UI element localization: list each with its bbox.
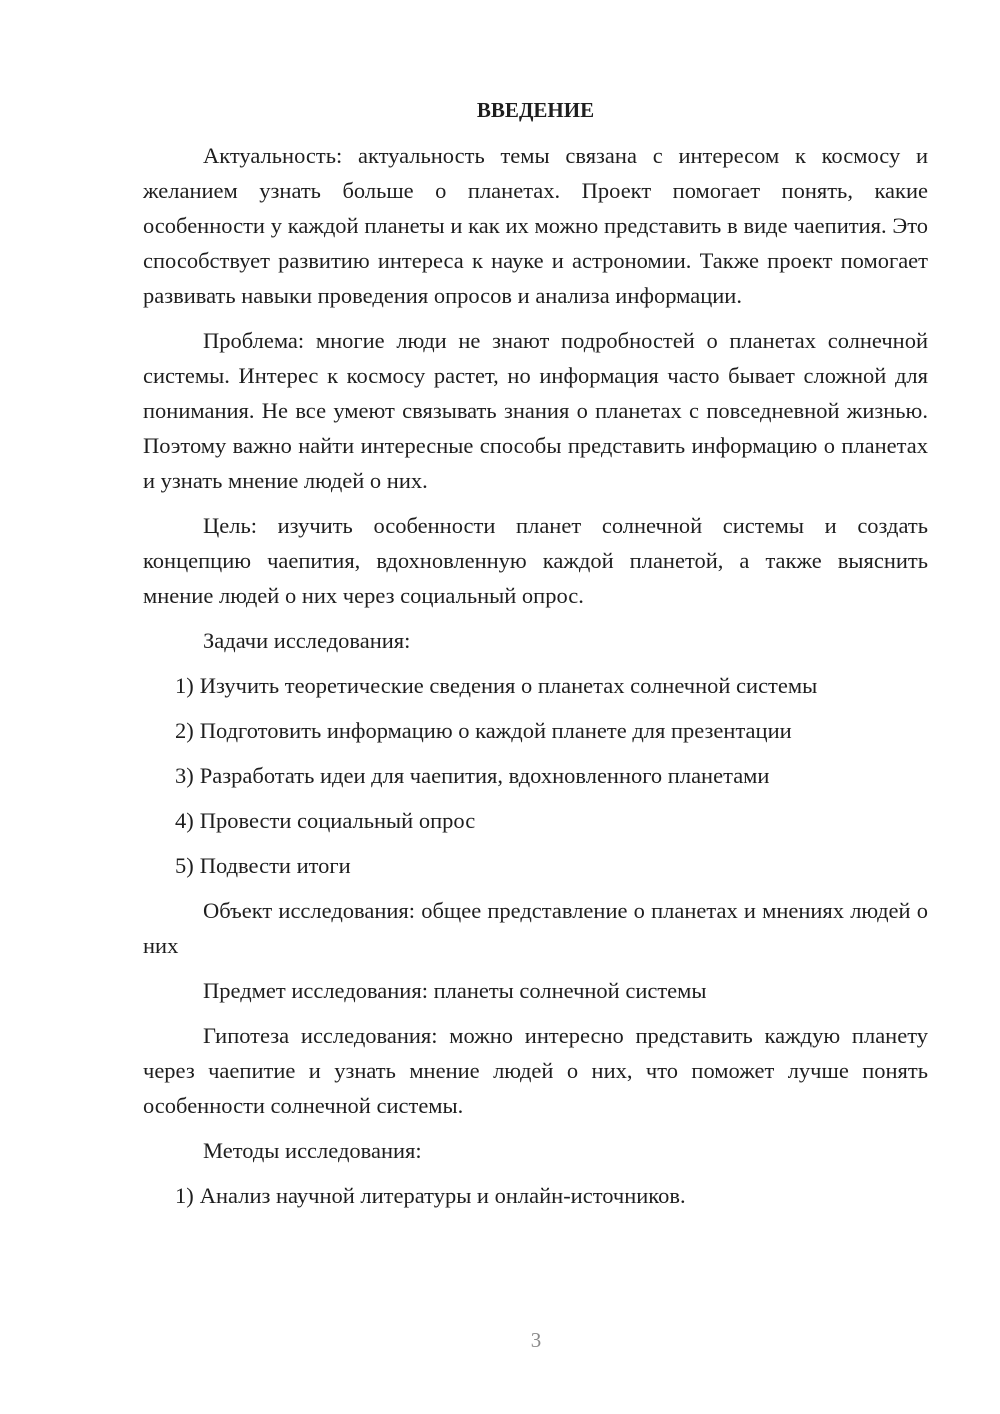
object-paragraph: Объект исследования: общее представление о планетах и мнениях людей о них	[143, 898, 928, 958]
list-item	[175, 713, 928, 748]
list-item-text: Подготовить информацию о каждой планете для презентации	[199, 718, 792, 743]
list-item	[175, 1178, 928, 1213]
subject-paragraph: Предмет исследования: планеты солнечной системы	[203, 978, 707, 1003]
list-item	[175, 803, 928, 838]
list-item-number: 1)	[175, 1183, 194, 1208]
list-item	[175, 758, 928, 793]
tasks-list	[143, 668, 928, 883]
list-item-number: 3)	[175, 763, 194, 788]
list-item-number: 4)	[175, 808, 194, 833]
methods-heading: Методы исследования:	[203, 1138, 422, 1163]
list-item	[175, 848, 928, 883]
list-item	[175, 668, 928, 703]
list-item-text: Изучить теоретические сведения о планетах солнечной системы	[199, 673, 818, 698]
list-item-text: Анализ научной литературы и онлайн-источников.	[199, 1183, 686, 1208]
hypothesis-paragraph: Гипотеза исследования: можно интересно представить каждую планету через чаепитие и узнать мнение людей о них, что поможет лучше понять особенности солнечной системы.	[143, 1023, 928, 1118]
page-number: 3	[530, 1328, 542, 1352]
tasks-heading: Задачи исследования:	[203, 628, 411, 653]
problem-paragraph: Проблема: многие люди не знают подробностей о планетах солнечной системы. Интерес к космосу растет, но информация часто бывает сложной для понимания. Не все умеют связывать знания о планетах с повседневной жизнью. Поэтому важно найти интересные способы представить информацию о планетах и узнать мнение людей о них.	[143, 328, 928, 493]
page-content	[143, 93, 928, 1213]
list-item-text: Провести социальный опрос	[199, 808, 476, 833]
goal-paragraph: Цель: изучить особенности планет солнечной системы и создать концепцию чаепития, вдохновленную каждой планетой, а также выяснить мнение людей о них через социальный опрос.	[143, 513, 928, 608]
list-item-text: Разработать идеи для чаепития, вдохновленного планетами	[199, 763, 770, 788]
list-item-number: 1)	[175, 673, 194, 698]
section-title: ВВЕДЕНИЕ	[476, 98, 595, 122]
list-item-number: 5)	[175, 853, 194, 878]
list-item-number: 2)	[175, 718, 194, 743]
relevance-paragraph: Актуальность: актуальность темы связана с интересом к космосу и желанием узнать больше о планетах. Проект помогает понять, какие особенности у каждой планеты и как их можно представить в виде чаепития. Это способствует развитию интереса к науке и астрономии. Также проект помогает развивать навыки проведения опросов и анализа информации.	[143, 143, 928, 308]
list-item-text: Подвести итоги	[199, 853, 351, 878]
methods-list	[143, 1178, 928, 1213]
